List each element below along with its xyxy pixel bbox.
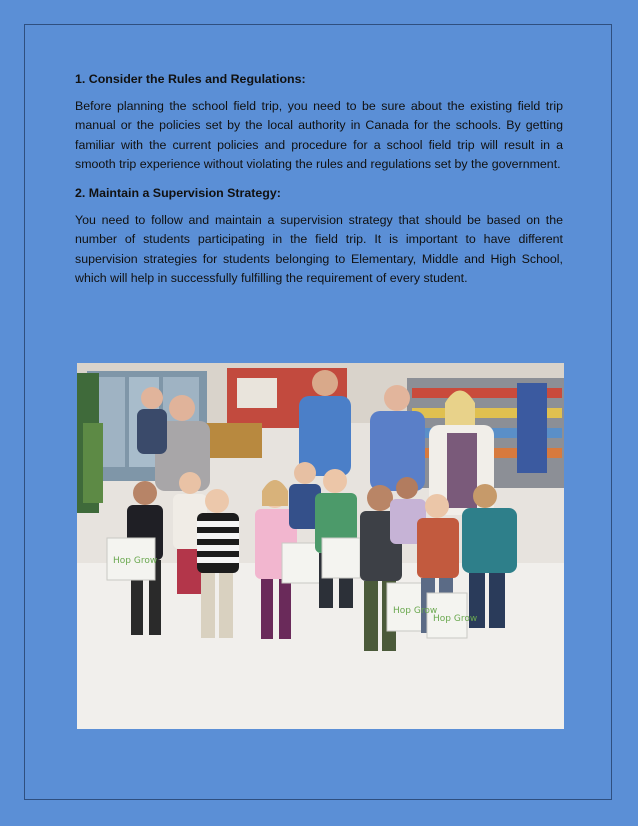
bag-label: Hop Grow [393,606,438,616]
bag-label: Hop Grow [433,614,478,624]
document-body [75,70,563,298]
section-heading-rules: 1. Consider the Rules and Regulations: [75,72,306,86]
field-trip-group-photo [77,363,564,729]
section-body-supervision: You need to follow and maintain a supervision strategy that should be based on the number of students participating in the field trip. It is important to have different supervision strategies for students belonging to Elementary, Middle and High School, which will help in successfully fulfilling the requirement of every student. [75,213,563,286]
section-body-rules: Before planning the school field trip, you need to be sure about the existing field trip manual or the policies set by the local authority in Canada for the schools. By getting familiar with the current policies and procedure for a school field trip will result in a smooth trip experience without violating the rules and regulations set by the government. [75,99,563,171]
bag-label: Hop Grow [113,556,158,566]
section-heading-supervision: 2. Maintain a Supervision Strategy: [75,186,281,201]
